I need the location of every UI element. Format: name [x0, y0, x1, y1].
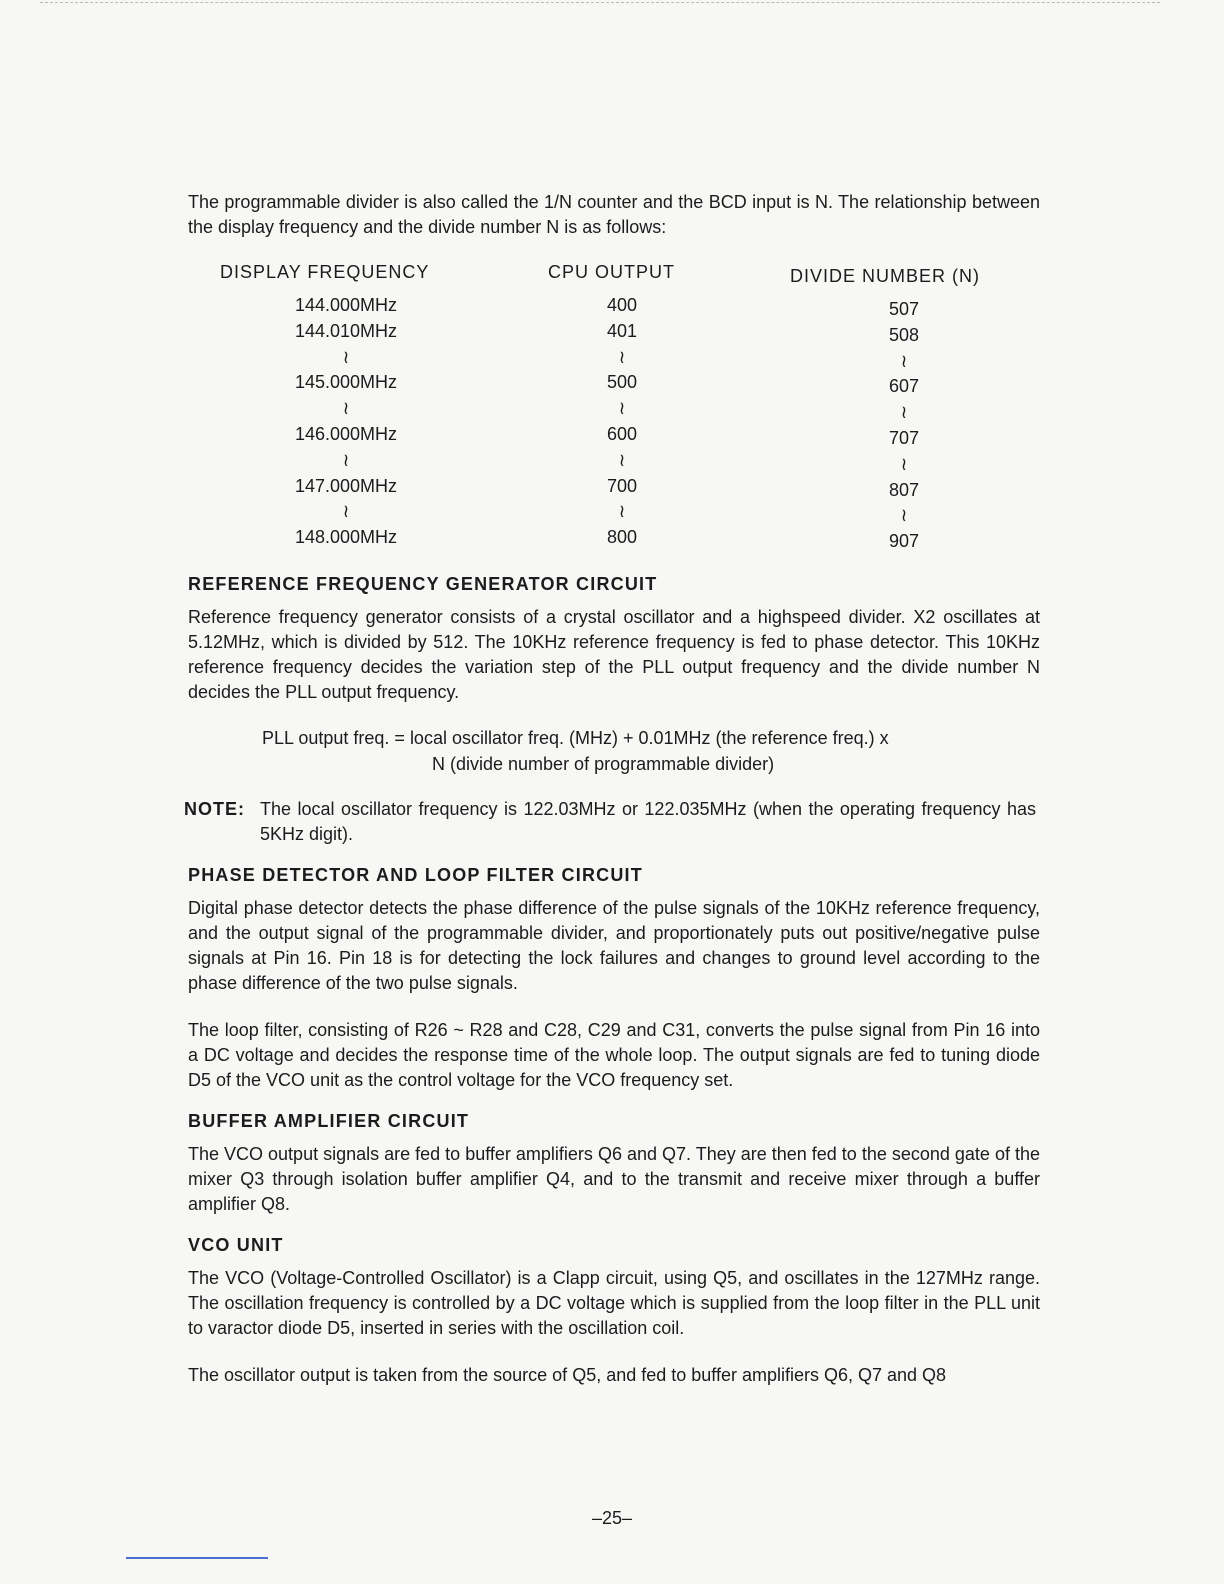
table-cell: 144.010MHz [294, 320, 398, 341]
pll-formula [262, 725, 1040, 777]
table-cell: 907 [888, 531, 920, 552]
table-cell: ≀ [342, 501, 350, 522]
table-cell: ≀ [900, 350, 908, 371]
table-cell: ≀ [342, 346, 350, 367]
table-cell: ≀ [618, 398, 626, 419]
vco-paragraph-2: The oscillator output is taken from the source of Q5, and fed to buffer amplifiers Q6, Q7 and Q8 [188, 1365, 947, 1385]
reference-generator-heading: REFERENCE FREQUENCY GENERATOR CIRCUIT [188, 574, 658, 594]
table-cell: 600 [606, 423, 638, 444]
reference-generator-paragraph: Reference frequency generator consists of a crystal oscillator and a highspeed divider. X2 oscillates at 5.12MHz, which is divided by 512. The 10KHz reference frequency is fed to phase detector. This 10KHz reference frequency decides the variation step of the PLL output frequency and the divide number N decides the PLL output frequency. [188, 607, 1040, 702]
divide-number-header: DIVIDE NUMBER (N) [790, 266, 981, 286]
phase-detector-heading: PHASE DETECTOR AND LOOP FILTER CIRCUIT [188, 865, 643, 885]
vco-paragraph-1: The VCO (Voltage-Controlled Oscillator) is a Clapp circuit, using Q5, and oscillates in the 127MHz range. The oscillation frequency is controlled by a DC voltage which is supplied from the loop filter in the PLL unit to varactor diode D5, inserted in series with the oscillation coil. [188, 1268, 1040, 1338]
phase-detector-paragraph: Digital phase detector detects the phase difference of the pulse signals of the 10KHz reference frequency, and the output signal of the programmable divider, and proportionately puts out positive/negative pulse signals at Pin 16. Pin 18 is for detecting the lock failures and changes to ground level according to the phase difference of the two pulse signals. [188, 898, 1040, 993]
table-cell: 148.000MHz [294, 527, 398, 548]
table-cell: 607 [888, 376, 920, 397]
buffer-amplifier-paragraph: The VCO output signals are fed to buffer amplifiers Q6 and Q7. They are then fed to the second gate of the mixer Q3 through isolation buffer amplifier Q4, and to the transmit and receive mixer through a buffer amplifier Q8. [188, 1144, 1040, 1214]
table-cell: 401 [606, 320, 638, 341]
note-text: The local oscillator frequency is 122.03MHz or 122.035MHz (when the operating frequency has 5KHz digit). [260, 799, 1036, 844]
cpu-output-column [548, 260, 708, 551]
cpu-output-header: CPU OUTPUT [548, 262, 675, 282]
page-number: –25– [591, 1508, 633, 1528]
vco-unit-heading: VCO UNIT [188, 1235, 284, 1255]
formula-line-1: PLL output freq. = local oscillator freq. (MHz) + 0.01MHz (the reference freq.) x [262, 728, 889, 748]
display-frequency-header: DISPLAY FREQUENCY [220, 262, 430, 282]
table-cell: ≀ [618, 449, 626, 470]
table-cell: ≀ [900, 402, 908, 423]
table-cell: 500 [606, 372, 638, 393]
loop-filter-paragraph: The loop filter, consisting of R26 ~ R28 and C28, C29 and C31, converts the pulse signal from Pin 16 into a DC voltage and decides the response time of the whole loop. The output signals are fed to tuning diode D5 of the VCO unit as the control voltage for the VCO frequency set. [188, 1020, 1040, 1090]
table-cell: 147.000MHz [294, 475, 398, 496]
table-cell: 800 [606, 527, 638, 548]
table-cell: 146.000MHz [294, 423, 398, 444]
note-label: NOTE: [184, 799, 245, 819]
table-cell: ≀ [342, 398, 350, 419]
buffer-amplifier-heading: BUFFER AMPLIFIER CIRCUIT [188, 1111, 470, 1131]
table-cell: ≀ [618, 501, 626, 522]
bottom-blue-line [126, 1557, 268, 1559]
intro-paragraph: The programmable divider is also called the 1/N counter and the BCD input is N. The relationship between the display frequency and the divide number N is as follows: [188, 192, 1040, 237]
note-block [184, 797, 1040, 847]
table-cell: 144.000MHz [294, 295, 398, 315]
formula-line-2: N (divide number of programmable divider) [432, 754, 775, 774]
table-cell: 508 [888, 324, 920, 345]
frequency-table [184, 260, 1040, 556]
table-cell: ≀ [900, 453, 908, 474]
top-scan-line [40, 2, 1160, 3]
display-frequency-column [220, 260, 450, 551]
table-cell: ≀ [900, 505, 908, 526]
divide-number-column [790, 264, 1030, 555]
table-cell: 507 [888, 299, 920, 319]
table-cell: 400 [606, 295, 638, 315]
table-cell: 700 [606, 475, 638, 496]
table-cell: ≀ [618, 346, 626, 367]
table-cell: 707 [888, 427, 920, 448]
table-cell: 145.000MHz [294, 372, 398, 393]
table-cell: 807 [888, 479, 920, 500]
document-page [184, 190, 1040, 1388]
table-cell: ≀ [342, 449, 350, 470]
